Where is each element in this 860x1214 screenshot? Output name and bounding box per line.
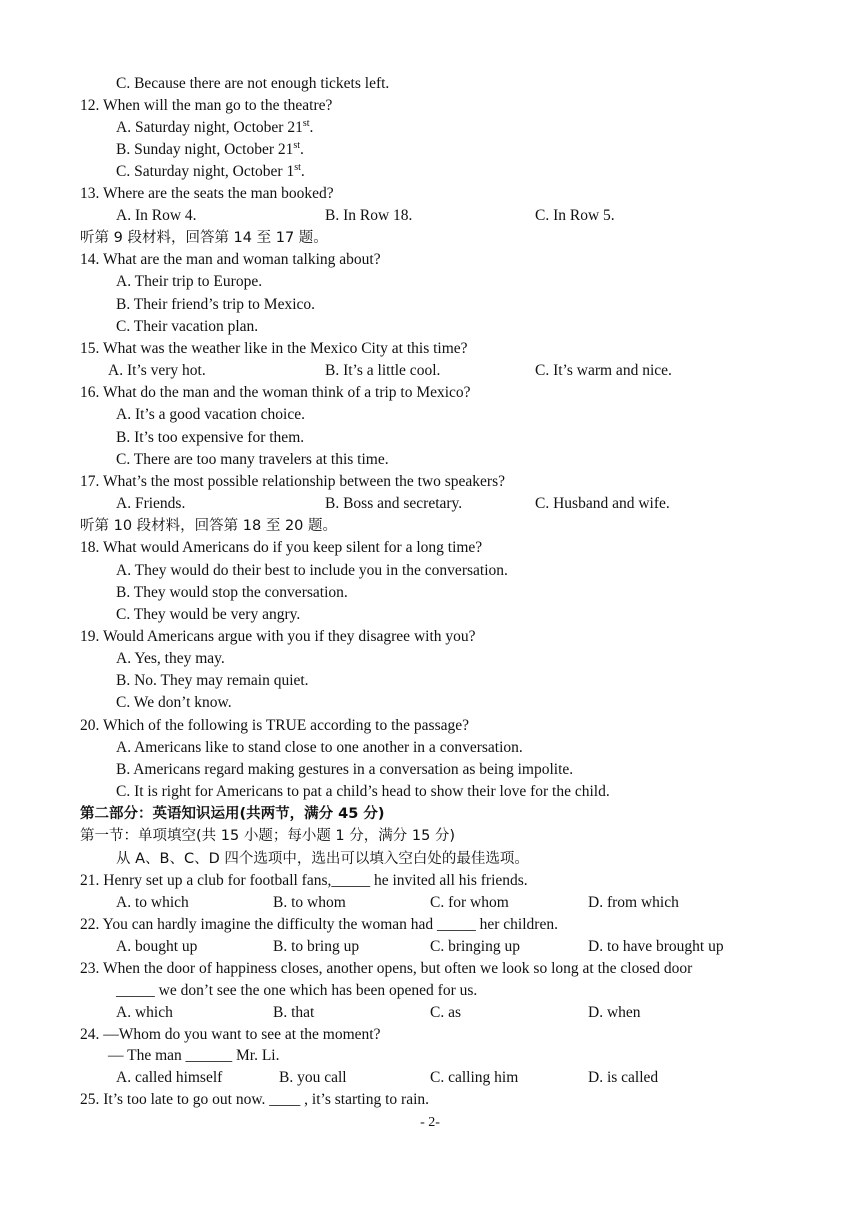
q14-option-a: A. Their trip to Europe. xyxy=(116,273,263,290)
page-number: - 2- xyxy=(420,1115,440,1130)
q19-option-b: B. No. They may remain quiet. xyxy=(116,672,309,689)
q15-option-c: C. It’s warm and nice. xyxy=(535,362,672,379)
q18-stem: 18. What would Americans do if you keep silent for a long time? xyxy=(80,539,483,556)
q21-stem: 21. Henry set up a club for football fans,_____ he invited all his friends. xyxy=(80,872,528,889)
q24-option-a: A. called himself xyxy=(116,1069,223,1086)
q12-option-c: C. Saturday night, October 1st. xyxy=(116,162,305,180)
q16-option-c: C. There are too many travelers at this time. xyxy=(116,451,389,468)
q22-option-c: C. bringing up xyxy=(430,938,520,955)
q13-stem: 13. Where are the seats the man booked? xyxy=(80,185,334,202)
q12-option-a: A. Saturday night, October 21st. xyxy=(116,118,314,136)
q16-option-b: B. It’s too expensive for them. xyxy=(116,429,305,446)
q21-option-a: A. to which xyxy=(116,894,189,911)
q22-stem: 22. You can hardly imagine the difficulty the woman had _____ her children. xyxy=(80,916,558,933)
q21-option-c: C. for whom xyxy=(430,894,509,911)
q17-option-b: B. Boss and secretary. xyxy=(325,495,463,512)
q22-option-a: A. bought up xyxy=(116,938,198,955)
q24-stem-continued: — The man ______ Mr. Li. xyxy=(108,1047,280,1064)
q25-stem: 25. It’s too late to go out now. ____ , it’s starting to rain. xyxy=(80,1091,430,1108)
section-9-heading: 听第 9 段材料，回答第 14 至 17 题。 xyxy=(80,230,328,246)
q21-option-d: D. from which xyxy=(588,894,679,911)
q18-option-a: A. They would do their best to include you in the conversation. xyxy=(116,562,508,579)
q19-option-c: C. We don’t know. xyxy=(116,694,232,711)
q20-option-a: A. Americans like to stand close to one another in a conversation. xyxy=(116,739,523,756)
q22-option-d: D. to have brought up xyxy=(588,938,724,955)
q15-stem: 15. What was the weather like in the Mexico City at this time? xyxy=(80,340,468,357)
q19-stem: 19. Would Americans argue with you if they disagree with you? xyxy=(80,628,476,645)
q18-option-b: B. They would stop the conversation. xyxy=(116,584,348,601)
q13-option-b: B. In Row 18. xyxy=(325,207,413,224)
q23-stem: 23. When the door of happiness closes, another opens, but often we look so long at the closed door xyxy=(80,960,693,977)
q17-option-c: C. Husband and wife. xyxy=(535,495,670,512)
q20-option-b: B. Americans regard making gestures in a conversation as being impolite. xyxy=(116,761,574,778)
q21-option-b: B. to whom xyxy=(273,894,346,911)
q23-option-d: D. when xyxy=(588,1004,641,1021)
instructions: 从 A、B、C、D 四个选项中，选出可以填入空白处的最佳选项。 xyxy=(116,851,529,867)
section-10-heading: 听第 10 段材料，回答第 18 至 20 题。 xyxy=(80,518,338,534)
q15-option-b: B. It’s a little cool. xyxy=(325,362,441,379)
q13-option-a: A. In Row 4. xyxy=(116,207,197,224)
q12-stem: 12. When will the man go to the theatre? xyxy=(80,97,333,114)
part-2-heading: 第二部分：英语知识运用(共两节，满分 45 分) xyxy=(80,806,385,822)
section-1-heading: 第一节：单项填空(共 15 小题；每小题 1 分，满分 15 分) xyxy=(80,828,456,844)
q23-stem-continued: _____ we don’t see the one which has been opened for us. xyxy=(116,982,478,999)
q16-option-a: A. It’s a good vacation choice. xyxy=(116,406,305,423)
q24-option-c: C. calling him xyxy=(430,1069,519,1086)
q24-stem: 24. —Whom do you want to see at the moment? xyxy=(80,1026,381,1043)
q14-option-c: C. Their vacation plan. xyxy=(116,318,259,335)
q23-option-b: B. that xyxy=(273,1004,315,1021)
q20-stem: 20. Which of the following is TRUE according to the passage? xyxy=(80,717,469,734)
q24-option-d: D. is called xyxy=(588,1069,659,1086)
q23-option-a: A. which xyxy=(116,1004,173,1021)
q17-stem: 17. What’s the most possible relationship between the two speakers? xyxy=(80,473,506,490)
q17-option-a: A. Friends. xyxy=(116,495,186,512)
q20-option-c: C. It is right for Americans to pat a child’s head to show their love for the child. xyxy=(116,783,610,800)
q11-option-c: C. Because there are not enough tickets left. xyxy=(116,75,390,92)
q18-option-c: C. They would be very angry. xyxy=(116,606,301,623)
q24-option-b: B. you call xyxy=(279,1069,347,1086)
q16-stem: 16. What do the man and the woman think of a trip to Mexico? xyxy=(80,384,471,401)
q15-option-a: A. It’s very hot. xyxy=(108,362,206,379)
q14-option-b: B. Their friend’s trip to Mexico. xyxy=(116,296,316,313)
q22-option-b: B. to bring up xyxy=(273,938,360,955)
q19-option-a: A. Yes, they may. xyxy=(116,650,225,667)
q13-option-c: C. In Row 5. xyxy=(535,207,615,224)
q14-stem: 14. What are the man and woman talking about? xyxy=(80,251,381,268)
q12-option-b: B. Sunday night, October 21st. xyxy=(116,140,304,158)
q23-option-c: C. as xyxy=(430,1004,461,1021)
